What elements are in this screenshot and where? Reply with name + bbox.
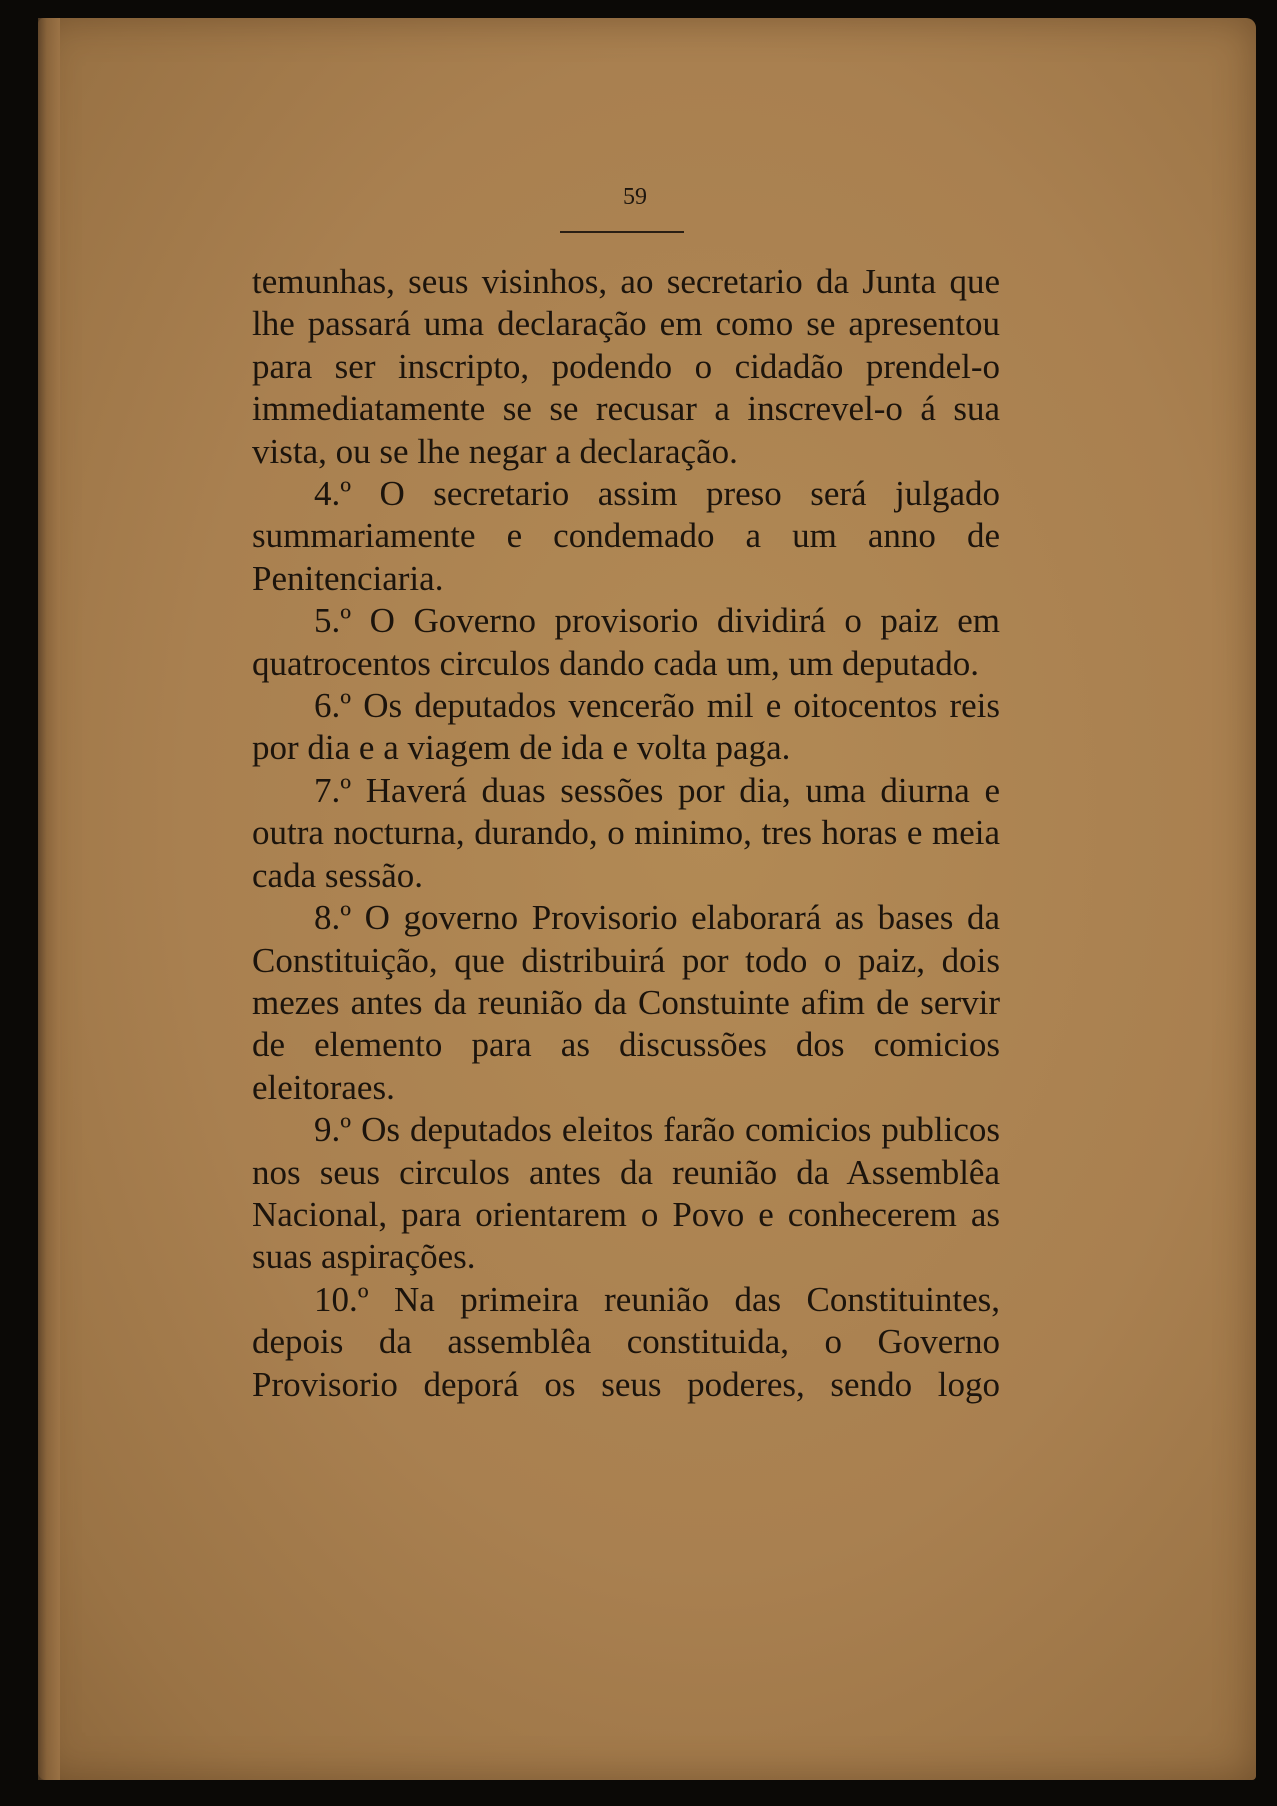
page-number-rule (560, 231, 684, 233)
paragraph-item-10: 10.º Na primeira reunião das Constituintes, depois da assemblêa constituida, o Governo Provisorio deporá os seus poderes, sendo logo (252, 1279, 1000, 1404)
paragraph-item-4: 4.º O secretario assim preso será julgado summariamente e condemado a um anno de Penitenciaria. (252, 474, 1000, 598)
page-number: 59 (623, 184, 647, 210)
paragraph-item-6: 6.º Os deputados vencerão mil e oitocentos reis por dia e a viagem de ida e volta paga. (252, 686, 1000, 768)
paragraph-item-9: 9.º Os deputados eleitos farão comicios publicos nos seus circulos antes da reunião da Assemblêa Nacional, para orientarem o Povo e conhecerem as suas aspirações. (252, 1110, 1000, 1277)
paragraph-item-8: 8.º O governo Provisorio elaborará as bases da Constituição, que distribuirá por todo o paiz, dois mezes antes da reunião da Constuinte afim de servir de elemento para as discussões dos comicios eleitoraes. (252, 898, 1000, 1107)
body-text (252, 261, 1000, 1406)
paragraph-item-5: 5.º O Governo provisorio dividirá o paiz em quatrocentos circulos dando cada um, um deputado. (252, 601, 1000, 683)
page-gutter-shadow (38, 18, 60, 1780)
paragraph-item-7: 7.º Haverá duas sessões por dia, uma diurna e outra nocturna, durando, o minimo, tres horas e meia cada sessão. (252, 770, 1000, 895)
paragraph-continuation: temunhas, seus visinhos, ao secretario da Junta que lhe passará uma declaração em como se apresentou para ser inscripto, podendo o cidadão prendel-o immediatamente se se recusar a inscrevel-o á sua vista, ou se lhe negar a declaração. (252, 262, 1000, 471)
